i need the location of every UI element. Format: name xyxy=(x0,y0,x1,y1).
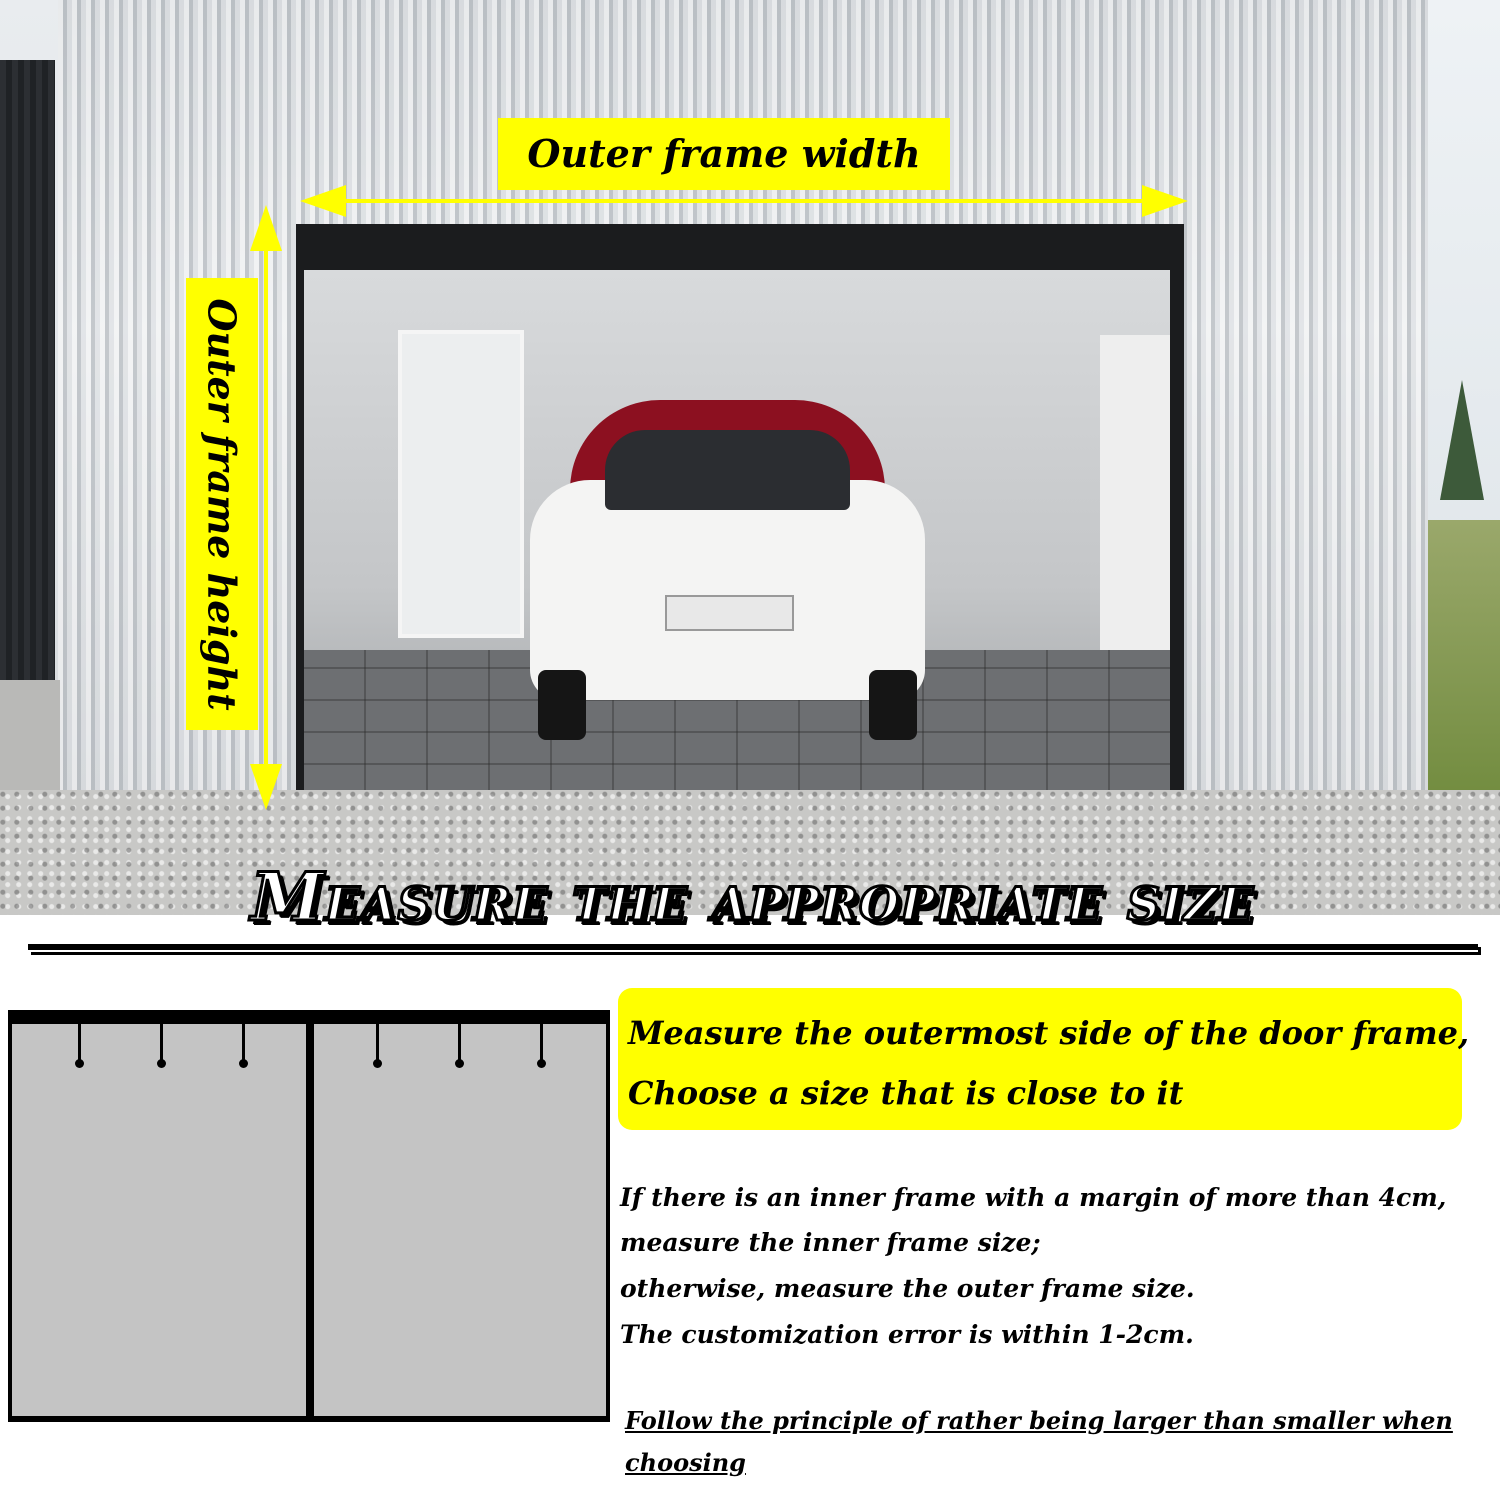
hook-icon xyxy=(540,1024,543,1064)
hook-icon xyxy=(160,1024,163,1064)
screen-panel-left xyxy=(12,1024,306,1416)
rule-line-2: measure the inner frame size; xyxy=(620,1228,1041,1257)
rule-line-4: The customization error is within 1-2cm. xyxy=(620,1320,1194,1349)
hook-icon xyxy=(458,1024,461,1064)
screen-top-bar xyxy=(8,1010,610,1022)
refrigerator xyxy=(1100,335,1170,695)
height-arrow-shaft xyxy=(264,245,268,770)
principle-text: Follow the principle of rather being larger than smaller when choosing xyxy=(625,1406,1453,1477)
heading-underline xyxy=(28,944,1478,952)
grass xyxy=(1425,520,1500,820)
hook-icon xyxy=(78,1024,81,1064)
section-heading xyxy=(20,858,1485,958)
rule-line-1: If there is an inner frame with a margin of more than 4cm, xyxy=(620,1183,1447,1212)
interior-door xyxy=(398,330,524,638)
tree xyxy=(1440,380,1484,500)
width-arrow-shaft xyxy=(340,199,1148,203)
width-arrow xyxy=(300,197,1188,205)
heading-text: Measure the appropriate size xyxy=(250,858,1255,936)
hook-icon xyxy=(376,1024,379,1064)
width-label: Outer frame width xyxy=(498,118,950,190)
car-tire-right xyxy=(869,670,917,740)
license-plate xyxy=(665,595,794,631)
measure-note-line-2: Choose a size that is close to it xyxy=(628,1074,1184,1112)
screen-panel-right xyxy=(314,1024,606,1416)
car-tire-left xyxy=(538,670,586,740)
height-arrow xyxy=(258,205,274,810)
height-label-box xyxy=(186,278,258,730)
car xyxy=(530,400,925,740)
arrow-right-icon xyxy=(1142,185,1188,217)
hook-icon xyxy=(242,1024,245,1064)
neighbor-building xyxy=(0,60,55,680)
car-body xyxy=(530,480,925,700)
rule-line-3: otherwise, measure the outer frame size. xyxy=(620,1274,1195,1303)
car-rear-window xyxy=(605,430,850,510)
height-label: Outer frame height xyxy=(199,297,245,711)
screen-door-illustration xyxy=(8,1010,610,1422)
arrow-down-icon xyxy=(250,764,282,810)
measure-note-line-1: Measure the outermost side of the door frame, xyxy=(628,1014,1470,1052)
